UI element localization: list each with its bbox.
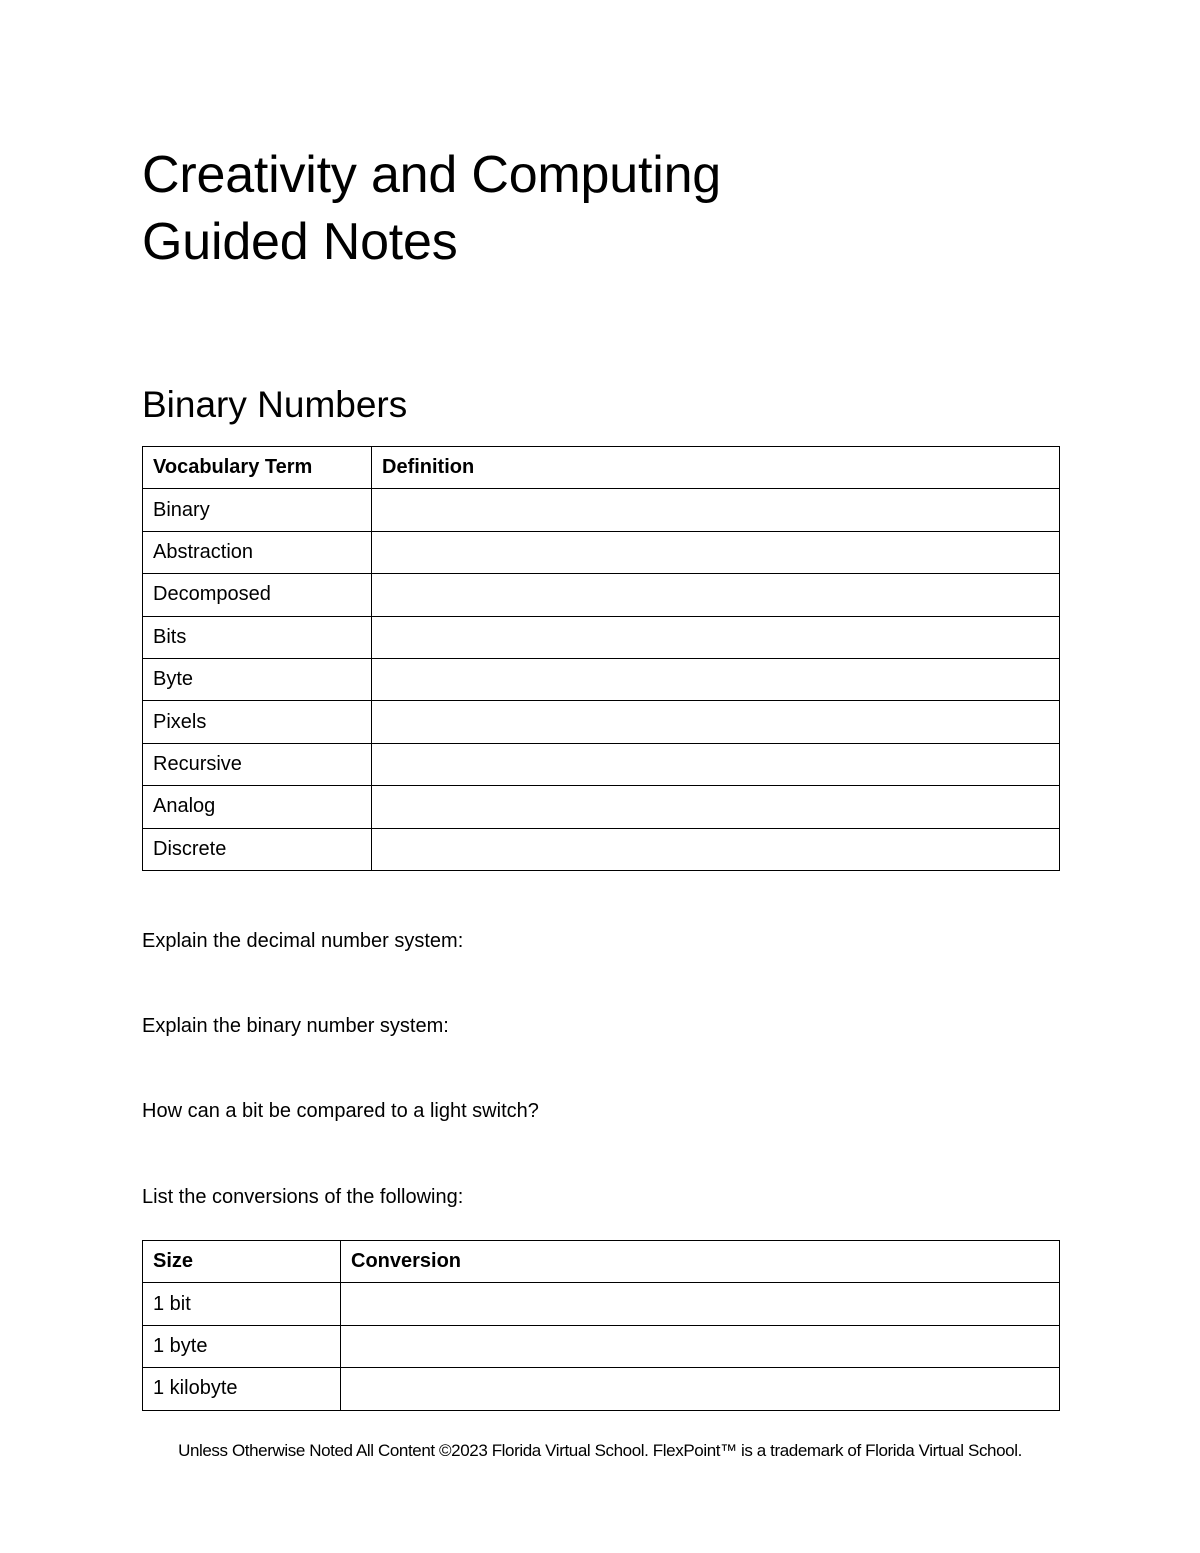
- conversion-cell[interactable]: [341, 1325, 1060, 1367]
- table-row: [143, 531, 1060, 573]
- column-header-conversion: Conversion: [341, 1241, 1060, 1283]
- size-cell: 1 bit: [143, 1283, 341, 1325]
- section-heading-binary-numbers: Binary Numbers: [142, 384, 408, 425]
- definition-cell[interactable]: [372, 743, 1060, 785]
- table-row: [143, 658, 1060, 700]
- table-row: [143, 489, 1060, 531]
- table-row: [143, 1283, 1060, 1325]
- vocabulary-term-cell: Abstraction: [143, 531, 372, 573]
- definition-cell[interactable]: [372, 701, 1060, 743]
- conversion-cell[interactable]: [341, 1283, 1060, 1325]
- page-title-line2: Guided Notes: [142, 213, 458, 271]
- table-row: [143, 743, 1060, 785]
- prompt-decimal-number-system: Explain the decimal number system:: [142, 930, 464, 952]
- definition-cell[interactable]: [372, 658, 1060, 700]
- vocabulary-term-cell: Recursive: [143, 743, 372, 785]
- table-row: [143, 828, 1060, 870]
- vocabulary-term-cell: Discrete: [143, 828, 372, 870]
- vocabulary-header-row: [143, 447, 1060, 489]
- definition-cell[interactable]: [372, 574, 1060, 616]
- table-row: [143, 1325, 1060, 1367]
- vocabulary-term-cell: Analog: [143, 786, 372, 828]
- vocabulary-table: [142, 446, 1060, 871]
- column-header-size: Size: [143, 1241, 341, 1283]
- definition-cell[interactable]: [372, 786, 1060, 828]
- table-row: [143, 701, 1060, 743]
- definition-cell[interactable]: [372, 531, 1060, 573]
- prompt-list-conversions: List the conversions of the following:: [142, 1186, 464, 1208]
- prompt-binary-number-system: Explain the binary number system:: [142, 1015, 449, 1037]
- table-row: [143, 786, 1060, 828]
- vocabulary-term-cell: Binary: [143, 489, 372, 531]
- table-row: [143, 574, 1060, 616]
- vocabulary-term-cell: Pixels: [143, 701, 372, 743]
- page-title: [142, 142, 721, 276]
- definition-cell[interactable]: [372, 616, 1060, 658]
- column-header-vocabulary-term: Vocabulary Term: [143, 447, 372, 489]
- copyright-footer: Unless Otherwise Noted All Content ©2023 Florida Virtual School. FlexPoint™ is a trademark of Florida Virtual School.: [178, 1441, 1022, 1460]
- size-cell: 1 kilobyte: [143, 1368, 341, 1410]
- conversion-cell[interactable]: [341, 1368, 1060, 1410]
- vocabulary-term-cell: Bits: [143, 616, 372, 658]
- column-header-definition: Definition: [372, 447, 1060, 489]
- conversion-table: [142, 1240, 1060, 1411]
- table-row: [143, 1368, 1060, 1410]
- definition-cell[interactable]: [372, 828, 1060, 870]
- conversion-header-row: [143, 1241, 1060, 1283]
- size-cell: 1 byte: [143, 1325, 341, 1367]
- vocabulary-term-cell: Decomposed: [143, 574, 372, 616]
- vocabulary-term-cell: Byte: [143, 658, 372, 700]
- definition-cell[interactable]: [372, 489, 1060, 531]
- table-row: [143, 616, 1060, 658]
- page-title-line1: Creativity and Computing: [142, 146, 722, 204]
- prompt-bit-light-switch: How can a bit be compared to a light switch?: [142, 1100, 539, 1122]
